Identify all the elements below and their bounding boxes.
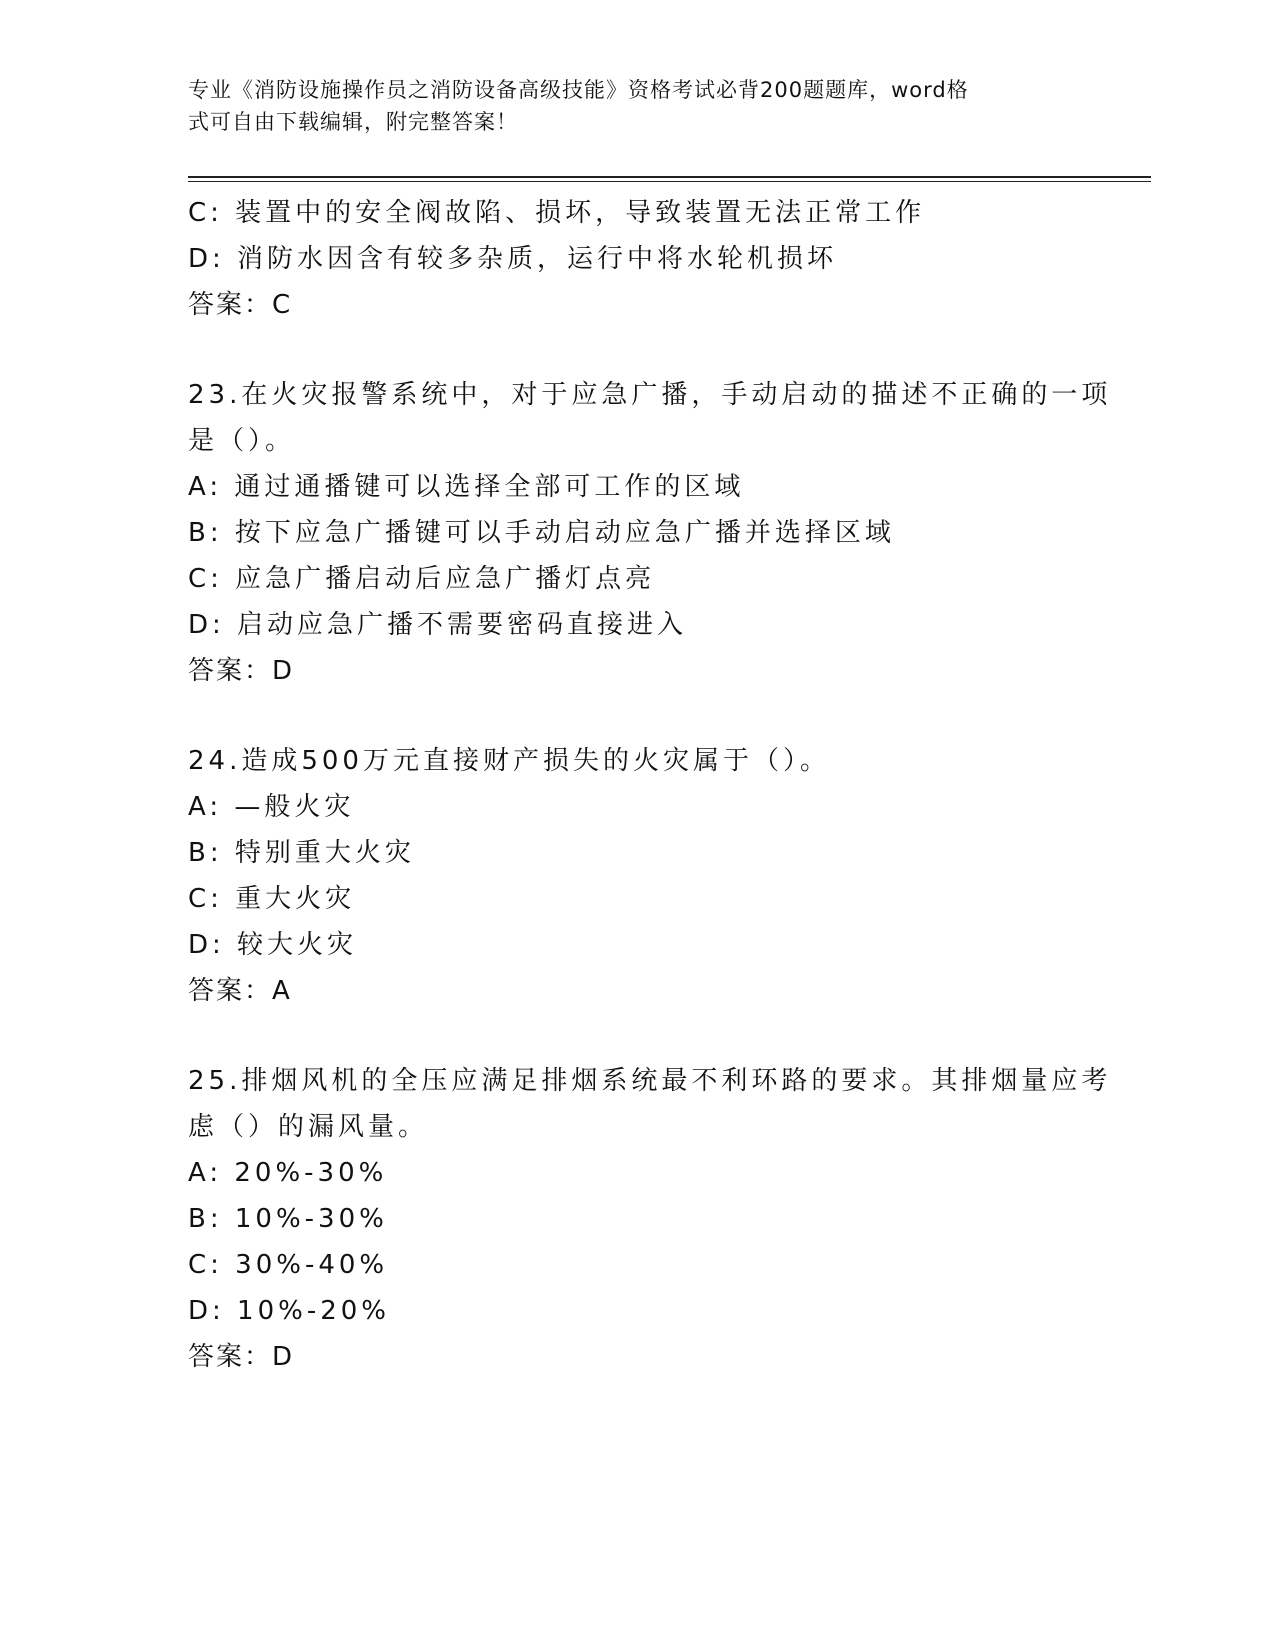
question-stem-continued: 虑（）的漏风量。 xyxy=(188,1112,429,1142)
answer: 答案：A xyxy=(188,976,292,1006)
option-d: D: 启动应急广播不需要密码直接进入 xyxy=(188,610,688,640)
option-a: A: —般火灾 xyxy=(188,792,355,822)
header-line-1: 专业《消防设施操作员之消防设备高级技能》资格考试必背200题题库，word格 xyxy=(188,78,969,102)
question-stem: 24.造成500万元直接财产损失的火灾属于（）。 xyxy=(188,746,830,776)
option-b: B: 特别重大火灾 xyxy=(188,838,415,868)
spacer xyxy=(188,328,1088,372)
question-23 xyxy=(188,372,1112,694)
option-a: A: 20%-30% xyxy=(188,1158,388,1188)
question-stem-continued: 是（）。 xyxy=(188,426,296,456)
header-divider xyxy=(188,176,1151,178)
answer: 答案：C xyxy=(188,290,293,320)
option-d: D: 10%-20% xyxy=(188,1296,391,1326)
question-22 xyxy=(188,190,1088,328)
answer: 答案：D xyxy=(188,656,295,686)
option-d: D: 消防水因含有较多杂质，运行中将水轮机损坏 xyxy=(188,244,838,274)
spacer xyxy=(188,1014,1088,1058)
option-c: C: 装置中的安全阀故陷、损坏，导致装置无法正常工作 xyxy=(188,198,926,228)
header-divider-thin xyxy=(188,181,1151,182)
option-d: D: 较大火灾 xyxy=(188,930,358,960)
question-25 xyxy=(188,1058,1112,1380)
question-stem: 25.排烟风机的全压应满足排烟系统最不利环路的要求。其排烟量应考 xyxy=(188,1066,1112,1096)
document-header xyxy=(188,74,1078,138)
option-c: C: 重大火灾 xyxy=(188,884,356,914)
question-stem: 23.在火灾报警系统中，对于应急广播，手动启动的描述不正确的一项 xyxy=(188,380,1112,410)
header-line-2: 式可自由下载编辑，附完整答案！ xyxy=(188,110,518,134)
option-c: C: 应急广播启动后应急广播灯点亮 xyxy=(188,564,656,594)
answer: 答案：D xyxy=(188,1342,295,1372)
option-b: B: 按下应急广播键可以手动启动应急广播并选择区域 xyxy=(188,518,895,548)
option-a: A: 通过通播键可以选择全部可工作的区域 xyxy=(188,472,745,502)
option-b: B: 10%-30% xyxy=(188,1204,388,1234)
option-c: C: 30%-40% xyxy=(188,1250,389,1280)
spacer xyxy=(188,694,1088,738)
question-24 xyxy=(188,738,1088,1014)
question-list xyxy=(188,190,1112,1380)
